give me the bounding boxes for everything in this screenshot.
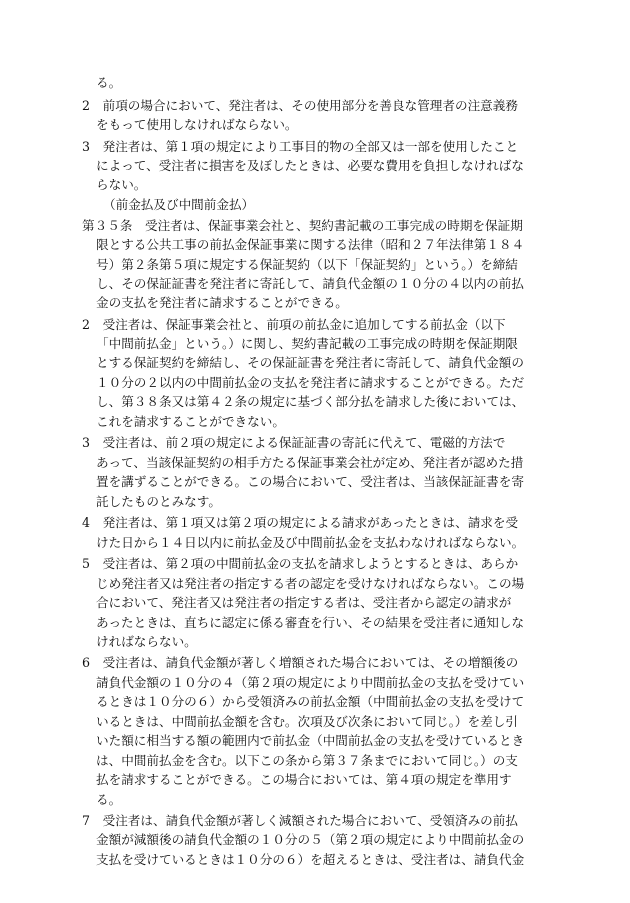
text-line: 3 受注者は、前２項の規定による保証証書の寄託に代えて、電磁的方法で	[82, 435, 506, 450]
article-heading-line: 第３５条 受注者は、保証事業会社と、契約書記載の工事完成の時期を保証期	[82, 218, 523, 233]
section-heading: （前金払及び中間前金払）	[103, 197, 255, 212]
text-line: これを請求することができない。	[96, 414, 285, 429]
text-line: けた日から１４日以内に前払金及び中間前払金を支払わなければならない。	[96, 535, 525, 550]
text-line: 金の支払を発注者に請求することができる。	[96, 295, 348, 310]
text-line: をもって使用しなければならない。	[96, 117, 298, 132]
text-line: 2 受注者は、保証事業会社と、前項の前払金に追加してする前払金（以下	[82, 317, 506, 332]
text-line: あって、当該保証契約の相手方たる保証事業会社が定め、発注者が認めた措	[96, 455, 524, 470]
text-line: とする保証契約を締結し、その保証証書を発注者に寄託して、請負代金額の	[96, 355, 524, 370]
text-line: は、中間前払金を含む。以下この条から第３７条までにおいて同じ。）の支	[96, 753, 518, 768]
text-line: ければならない。	[96, 634, 197, 649]
text-line: いた額に相当する額の範囲内で前払金（中間前払金の支払を受けているとき	[96, 733, 525, 748]
text-line: 4 発注者は、第１項又は第２項の規定による請求があったときは、請求を受	[82, 515, 519, 530]
text-line: 置を講ずることができる。この場合において、受注者は、当該保証証書を寄	[96, 474, 524, 489]
text-line: １０分の２以内の中間前払金の支払を発注者に請求することができる。ただ	[96, 375, 525, 390]
text-line: らない。	[96, 177, 147, 192]
text-line: いるときは、中間前払金額を含む。次項及び次条において同じ。）を差し引	[96, 714, 518, 729]
text-line: 7 受注者は、請負代金額が著しく減額された場合において、受領済みの前払	[82, 813, 518, 828]
text-line: し、その保証証書を発注者に寄託して、請負代金額の１０分の４以内の前払	[96, 276, 524, 291]
text-line: 6 受注者は、請負代金額が著しく増額された場合においては、その増額後の	[82, 655, 519, 670]
text-line: 払を請求することができる。この場合においては、第４項の規定を準用す	[96, 772, 512, 787]
text-line: 5 受注者は、第２項の中間前払金の支払を請求しようとするときは、あらか	[82, 556, 519, 571]
text-line: によって、受注者に損害を及ぼしたときは、必要な費用を負担しなければな	[96, 158, 524, 173]
text-line: 号）第２条第５項に規定する保証契約（以下「保証契約」という。）を締結	[96, 257, 518, 272]
text-line: 「中間前払金」という。）に関し、契約書記載の工事完成の時期を保証期限	[96, 336, 518, 351]
text-line: あったときは、直ちに認定に係る審査を行い、その結果を受注者に通知しな	[96, 615, 525, 630]
text-line: る。	[96, 792, 122, 807]
text-line: し、第３８条又は第４２条の規定に基づく部分払を請求した後においては、	[96, 394, 525, 409]
text-line: 請負代金額の１０分の４（第２項の規定により中間前払金の支払を受けてい	[96, 675, 525, 690]
text-line: る。	[96, 75, 122, 90]
text-line: るときは１０分の６）から受領済みの前払金額（中間前払金の支払を受けて	[96, 694, 525, 709]
text-line: 3 発注者は、第１項の規定により工事目的物の全部又は一部を使用したこと	[82, 139, 519, 154]
text-line: 託したものとみなす。	[96, 494, 221, 509]
text-line: 2 前項の場合において、発注者は、その使用部分を善良な管理者の注意義務	[82, 98, 518, 113]
text-line: 限とする公共工事の前払金保証事業に関する法律（昭和２７年法律第１８４	[96, 237, 525, 252]
text-line: 支払を受けているときは１０分の６）を超えるときは、受注者は、請負代金	[96, 852, 525, 867]
text-line: 金額が減額後の請負代金額の１０分の５（第２項の規定により中間前払金の	[96, 832, 525, 847]
text-line: じめ発注者又は発注者の指定する者の認定を受けなければならない。この場	[96, 576, 525, 591]
text-line: 合において、発注者又は発注者の指定する者は、受注者から認定の請求が	[96, 595, 512, 610]
